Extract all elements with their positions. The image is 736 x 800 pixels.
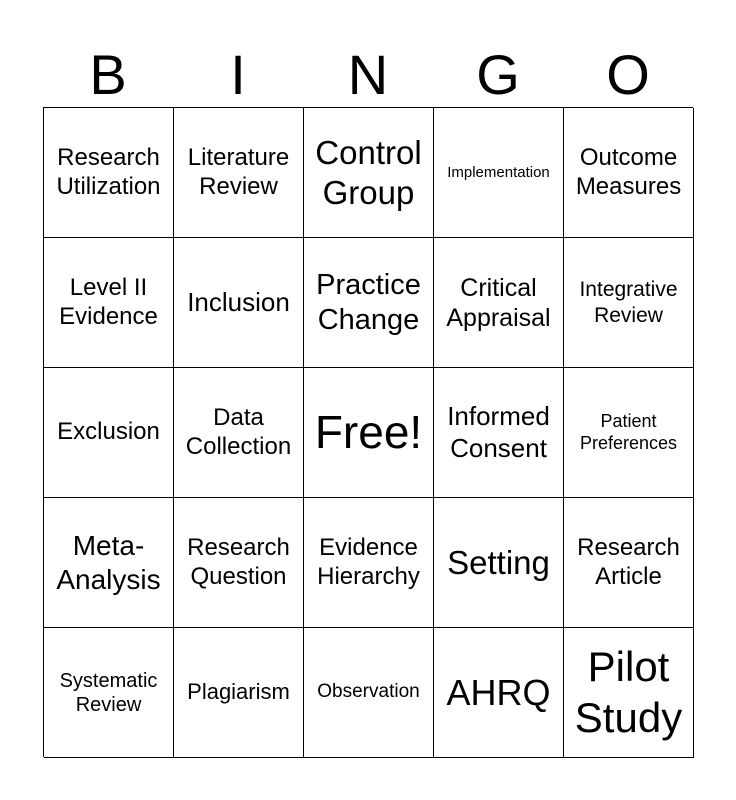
- cell-label: Meta-Analysis: [56, 529, 161, 595]
- cell-label: Outcome Measures: [575, 143, 682, 200]
- cell-label: Research Article: [577, 533, 680, 590]
- cell-label: Inclusion: [187, 286, 290, 317]
- cell-label: Plagiarism: [187, 679, 290, 705]
- cell-label: Literature Review: [187, 143, 290, 200]
- bingo-cell[interactable]: [304, 108, 434, 238]
- bingo-cell[interactable]: [174, 628, 304, 758]
- cell-label: Practice Change: [316, 268, 421, 336]
- header-letter-i: I: [230, 43, 246, 106]
- cell-label: Research Utilization: [56, 143, 161, 200]
- free-space[interactable]: [304, 368, 434, 498]
- bingo-cell[interactable]: [304, 498, 434, 628]
- bingo-cell[interactable]: [564, 108, 694, 238]
- bingo-cell[interactable]: [44, 498, 174, 628]
- cell-label: Pilot Study: [574, 643, 683, 741]
- bingo-cell[interactable]: [564, 368, 694, 498]
- bingo-cell[interactable]: [304, 628, 434, 758]
- bingo-cell[interactable]: [44, 628, 174, 758]
- bingo-cell[interactable]: [44, 108, 174, 238]
- bingo-cell[interactable]: [434, 238, 564, 368]
- free-space-label: Free!: [314, 405, 423, 458]
- cell-label: Setting: [447, 543, 550, 581]
- cell-label: Research Question: [187, 533, 290, 590]
- cell-label: Exclusion: [57, 418, 160, 446]
- cell-label: AHRQ: [446, 671, 551, 713]
- bingo-board: [43, 107, 693, 757]
- cell-label: Implementation: [447, 163, 550, 181]
- bingo-cell[interactable]: [434, 628, 564, 758]
- bingo-cell[interactable]: [44, 368, 174, 498]
- header-letter-o: O: [606, 43, 650, 106]
- bingo-cell[interactable]: [304, 238, 434, 368]
- header-letter-n: N: [347, 43, 389, 106]
- cell-label: Observation: [317, 681, 420, 703]
- cell-label: Level II Evidence: [59, 273, 158, 330]
- cell-label: Data Collection: [185, 403, 292, 460]
- bingo-cell[interactable]: [434, 498, 564, 628]
- bingo-cell[interactable]: [564, 628, 694, 758]
- bingo-cell[interactable]: [174, 238, 304, 368]
- bingo-cell[interactable]: [174, 108, 304, 238]
- cell-label: Integrative Review: [579, 278, 678, 327]
- cell-label: Systematic Review: [59, 669, 158, 716]
- cell-label: Critical Appraisal: [446, 273, 551, 332]
- cell-label: Evidence Hierarchy: [317, 533, 420, 590]
- bingo-cell[interactable]: [44, 238, 174, 368]
- header-letter-g: G: [476, 43, 520, 106]
- bingo-cell[interactable]: [174, 498, 304, 628]
- bingo-cell[interactable]: [564, 498, 694, 628]
- bingo-cell[interactable]: [174, 368, 304, 498]
- bingo-cell[interactable]: [564, 238, 694, 368]
- cell-label: Control Group: [315, 133, 422, 211]
- header-letter-b: B: [89, 43, 127, 106]
- bingo-cell[interactable]: [434, 108, 564, 238]
- bingo-cell[interactable]: [434, 368, 564, 498]
- bingo-header: [43, 44, 693, 106]
- cell-label: Patient Preferences: [579, 410, 678, 453]
- cell-label: Informed Consent: [447, 401, 550, 463]
